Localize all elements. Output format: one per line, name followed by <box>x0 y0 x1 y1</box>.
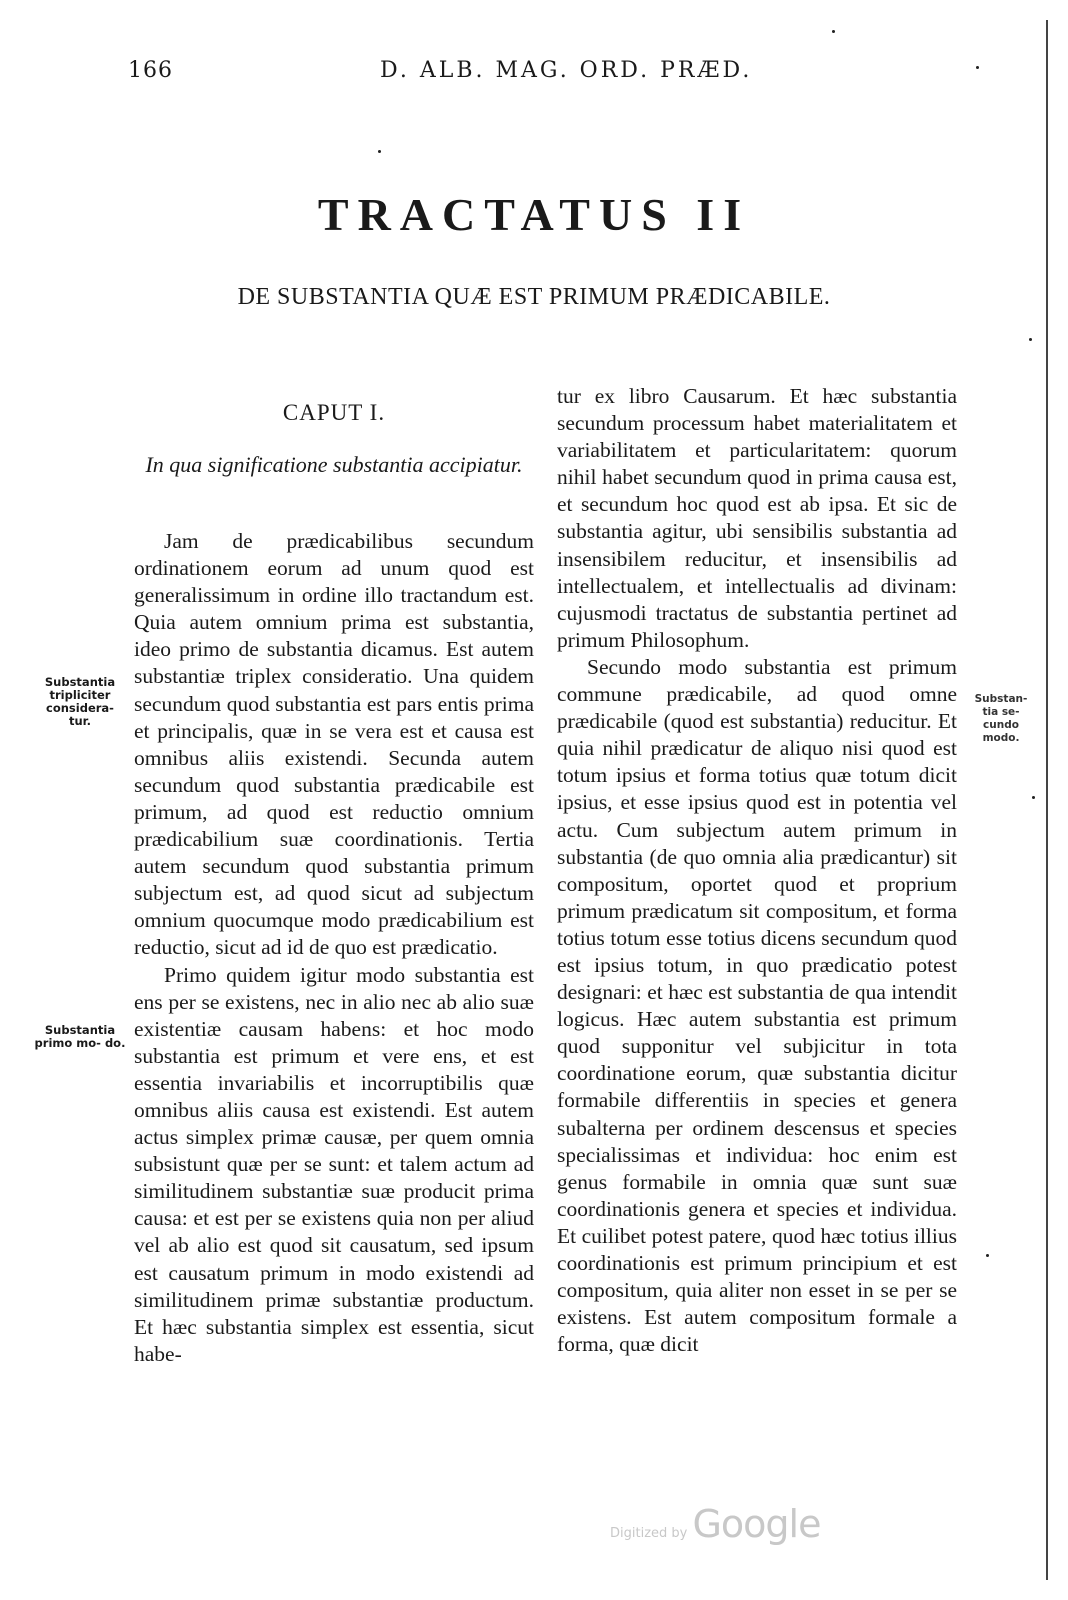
scan-speck <box>1029 338 1032 341</box>
scan-speck <box>986 1254 989 1257</box>
side-note: Substantia primo mo- do. <box>34 1023 126 1050</box>
page-edge-shadow <box>1046 20 1048 1580</box>
left-column <box>134 528 534 1368</box>
google-logo: Google <box>692 1502 821 1546</box>
side-note: Substan- tia se- cundo modo. <box>974 693 1028 744</box>
page-number: 166 <box>128 58 173 83</box>
scan-speck <box>1032 796 1035 799</box>
paragraph: Secundo modo substantia est primum commune prædicabile, ad quod omne prædicabile (quod est substantia) reducitur. Et quia nihil prædicatur de aliquo nisi quod est totum ipsius et forma totius quæ totum dicit ipsius, et esse ipsius quod est in potentia vel actu. Cum subjectum autem primum in substantia (de quo omnia alia prædicantur) sit compositum, oportet quod et proprium primum prædicatum sit compositum, et forma totius totum esse totius dicens secundum quod est ipsius totum, in quo prædicatio potest designari: et hæc est substantia de qua intendit logicus. Hæc autem substantia est primum quod supponitur vel subjicitur in tota coordinatione eorum, quæ substantia dicitur formabile differentiis in species et genera subalterna per ordinem descensus et species specialissimas et individua: hoc enim est genus formabile in omnia quæ sunt suæ coordinationis genera et species et individua. Et cuilibet potest patere, quod hæc totius illius coordinationis est primum principium et est compositum, quia aliter non esset in se per se existens. Est autem compositum formale a forma, quæ dicit <box>557 654 957 1357</box>
chapter-description: In qua significatione substantia accipiatur. <box>145 452 523 477</box>
paragraph: Jam de prædicabilibus secundum ordinationem eorum ad unum quod est generalissimum in ordine illo tractandum est. Quia autem omnium prima est substantia, ideo primo de substantia dicamus. Est autem substantiæ triplex consideratio. Una quidem secundum quod substantia est pars entis prima et principalis, quæ in se vera est et causa est omnibus aliis existendi. Secunda autem secundum quod substantia prædicabile est primum, ad quod est reductio omnium prædicabilium suæ coordinationis. Tertia autem secundum quod substantia primum subjectum est, ad quod sicut ad subjectum omnium quocumque modo prædicabilium est reductio, sicut ad id de quo est prædicatio. <box>134 529 534 960</box>
scan-speck <box>378 150 381 153</box>
scan-speck <box>976 66 979 69</box>
side-note: Substantia tripliciter considera- tur. <box>44 675 116 728</box>
treatise-title: TRACTATUS II <box>317 189 751 240</box>
running-header: D. ALB. MAG. ORD. PRÆD. <box>380 58 753 83</box>
paragraph: tur ex libro Causarum. Et hæc substantia secundum processum habet materialitatem et variabilitatem et particularitatem: quorum nihil habet secundum quod in prima causa est, et secundum hoc quod est ab ipsa. Et sic de substantia agitur, ubi sensibilis substantia ad insensibilem reducitur, et insensibilis ad intellectualem, et intellectualis ad divinam: cujusmodi tractatus de substantia pertinet ad primum Philosophum. <box>557 384 957 652</box>
paragraph: Primo quidem igitur modo substantia est ens per se existens, nec in alio nec ab alio suæ existentiæ causam habens: et hoc modo substantia est primum et vere ens, et est essentia invariabilis et incorruptibilis quæ omnibus aliis causa est existendi. Est autem actus simplex primæ causæ, per quem omnia subsistunt quæ per se sunt: et talem actum ad similitudinem substantiæ suæ producit prima causa: et est per se existens quia non per aliud vel ab alio est quod sit causatum, sed ipsum est causatum primum in modo existendi ad similitudinem primæ substantiæ productum. Et hæc substantia simplex est essentia, sicut habe- <box>134 962 534 1366</box>
scan-speck <box>832 30 835 33</box>
chapter-heading: CAPUT I. <box>282 400 386 425</box>
right-column <box>557 383 957 1358</box>
treatise-subtitle: DE SUBSTANTIA QUÆ EST PRIMUM PRÆDICABILE. <box>237 284 831 310</box>
digitized-watermark <box>610 1502 820 1546</box>
digitized-by-text: Digitized by <box>610 1526 688 1541</box>
